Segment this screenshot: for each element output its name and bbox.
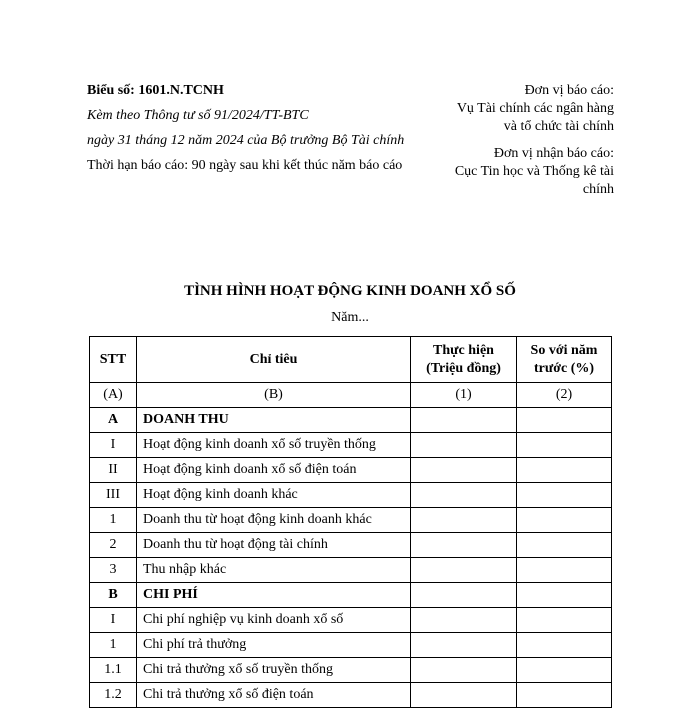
row-actual-cell[interactable] (411, 533, 517, 558)
circular-date: ngày 31 tháng 12 năm 2024 của Bộ trưởng Bộ Tài chính (87, 133, 405, 148)
row-compare-cell[interactable] (517, 408, 612, 433)
row-indicator: Hoạt động kinh doanh xổ số điện toán (137, 458, 411, 483)
row-actual-cell[interactable] (411, 408, 517, 433)
row-compare-cell[interactable] (517, 508, 612, 533)
header-indicator: Chỉ tiêu (137, 337, 411, 383)
table-body (90, 383, 612, 708)
row-stt: 2 (90, 533, 137, 558)
row-indicator: Hoạt động kinh doanh khác (137, 483, 411, 508)
table-row (90, 558, 612, 583)
row-stt: 3 (90, 558, 137, 583)
row-stt: III (90, 483, 137, 508)
row-stt: II (90, 458, 137, 483)
index-a: (A) (90, 383, 137, 408)
header-stt: STT (90, 337, 137, 383)
row-compare-cell[interactable] (517, 658, 612, 683)
row-indicator: Chi phí trả thưởng (137, 633, 411, 658)
receiving-unit-label: Đơn vị nhận báo cáo: (493, 146, 614, 161)
row-actual-cell[interactable] (411, 583, 517, 608)
table-row (90, 458, 612, 483)
report-year: Năm... (331, 310, 369, 325)
circular-reference: Kèm theo Thông tư số 91/2024/TT-BTC (87, 108, 309, 123)
row-stt: 1 (90, 508, 137, 533)
row-indicator: Chi trả thưởng xổ số điện toán (137, 683, 411, 708)
row-stt: 1.1 (90, 658, 137, 683)
row-indicator: Hoạt động kinh doanh xổ số truyền thống (137, 433, 411, 458)
row-stt: I (90, 433, 137, 458)
row-actual-cell[interactable] (411, 683, 517, 708)
form-header-left (87, 82, 407, 182)
table-row (90, 608, 612, 633)
report-title: TÌNH HÌNH HOẠT ĐỘNG KINH DOANH XỔ SỐ (184, 283, 516, 299)
table-row (90, 408, 612, 433)
row-actual-cell[interactable] (411, 508, 517, 533)
row-actual-cell[interactable] (411, 558, 517, 583)
header-compare-line2: trước (%) (533, 360, 595, 376)
row-indicator: CHI PHÍ (137, 583, 411, 608)
row-compare-cell[interactable] (517, 533, 612, 558)
table-row (90, 683, 612, 708)
row-indicator: Doanh thu từ hoạt động kinh doanh khác (137, 508, 411, 533)
reporting-unit-line1: Vụ Tài chính các ngân hàng (456, 101, 614, 116)
header-compare (517, 337, 612, 383)
report-table (89, 336, 612, 708)
reporting-unit-label: Đơn vị báo cáo: (524, 83, 614, 98)
row-stt: I (90, 608, 137, 633)
receiving-unit-line1: Cục Tin học và Thống kê tài (454, 164, 614, 179)
row-indicator: Chi trả thưởng xổ số truyền thống (137, 658, 411, 683)
row-compare-cell[interactable] (517, 433, 612, 458)
row-compare-cell[interactable] (517, 608, 612, 633)
form-code: Biểu số: 1601.N.TCNH (87, 83, 224, 98)
row-actual-cell[interactable] (411, 633, 517, 658)
index-b: (B) (137, 383, 411, 408)
header-actual-line1: Thực hiện (433, 342, 494, 358)
table-row (90, 508, 612, 533)
column-index-row (90, 383, 612, 408)
row-stt: A (90, 408, 137, 433)
row-stt: 1 (90, 633, 137, 658)
table-row (90, 533, 612, 558)
header-compare-line1: So với năm (530, 342, 598, 358)
row-indicator: DOANH THU (137, 408, 411, 433)
row-compare-cell[interactable] (517, 458, 612, 483)
reporting-unit-line2: và tổ chức tài chính (503, 119, 614, 134)
row-stt: B (90, 583, 137, 608)
table-row (90, 583, 612, 608)
header-actual-line2: (Triệu đồng) (426, 360, 501, 376)
row-compare-cell[interactable] (517, 583, 612, 608)
row-compare-cell[interactable] (517, 558, 612, 583)
index-2: (2) (517, 383, 612, 408)
row-compare-cell[interactable] (517, 683, 612, 708)
row-indicator: Thu nhập khác (137, 558, 411, 583)
table-header-row (90, 337, 612, 383)
receiving-unit-line2: chính (582, 182, 614, 197)
header-actual (411, 337, 517, 383)
row-actual-cell[interactable] (411, 483, 517, 508)
row-indicator: Doanh thu từ hoạt động tài chính (137, 533, 411, 558)
table-row (90, 633, 612, 658)
index-1: (1) (411, 383, 517, 408)
table-row (90, 483, 612, 508)
row-actual-cell[interactable] (411, 658, 517, 683)
table-row (90, 433, 612, 458)
report-deadline: Thời hạn báo cáo: 90 ngày sau khi kết thúc năm báo cáo (87, 158, 403, 173)
row-actual-cell[interactable] (411, 433, 517, 458)
table-row (90, 658, 612, 683)
row-actual-cell[interactable] (411, 608, 517, 633)
row-compare-cell[interactable] (517, 633, 612, 658)
row-actual-cell[interactable] (411, 458, 517, 483)
row-compare-cell[interactable] (517, 483, 612, 508)
row-stt: 1.2 (90, 683, 137, 708)
form-header-right (384, 82, 614, 199)
row-indicator: Chi phí nghiệp vụ kinh doanh xổ số (137, 608, 411, 633)
